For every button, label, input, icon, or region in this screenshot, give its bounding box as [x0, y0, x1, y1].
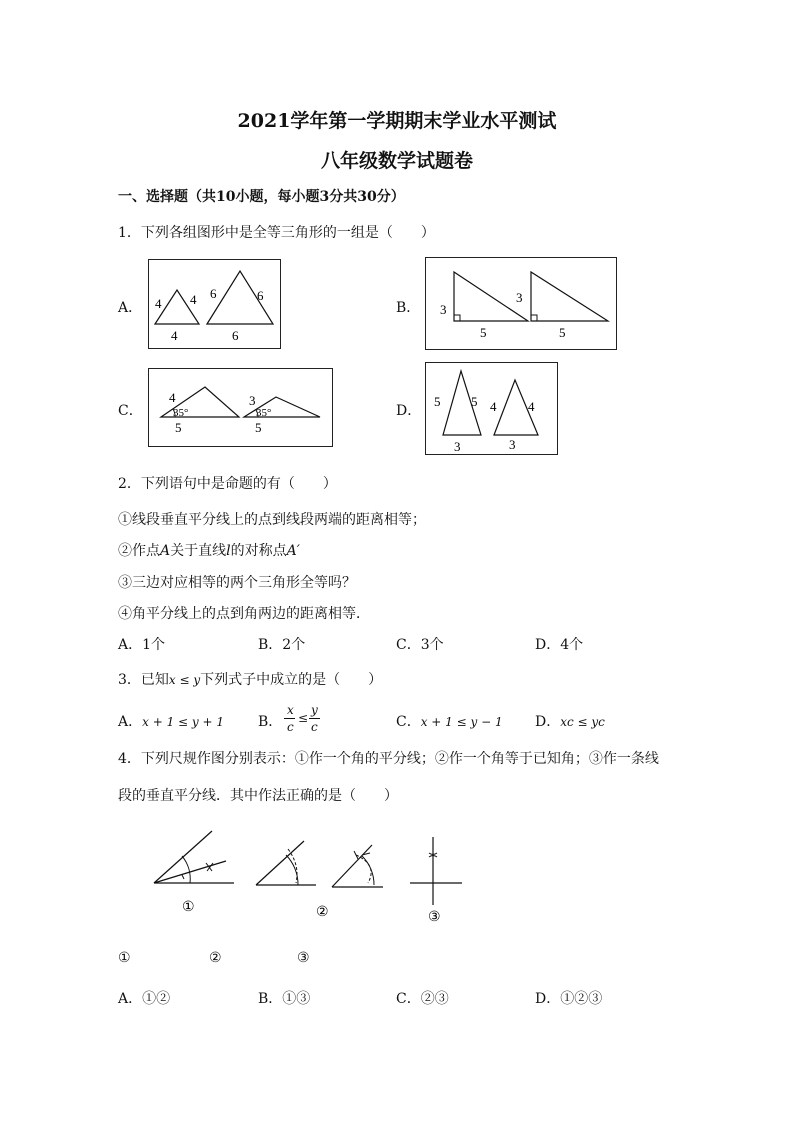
- fraction-denominator: c: [287, 720, 294, 734]
- side-label: 4: [155, 296, 162, 311]
- page-subtitle: 八年级数学试题卷: [320, 150, 473, 172]
- side-label: 4: [528, 399, 535, 414]
- q3-stem-math: x ≤ y: [168, 673, 201, 687]
- q1-figure-c-svg: [149, 369, 334, 448]
- q3-option-c-expr: x + 1 ≤ y − 1: [420, 715, 503, 729]
- figure-label: ②: [316, 905, 329, 920]
- section-heading: 一、选择题（共10小题，每小题3分共30分）: [118, 189, 405, 205]
- q2-stem: 2．下列语句中是命题的有（ ）: [118, 476, 337, 492]
- q3-option-d-label: D．: [535, 714, 561, 730]
- right-triangle-2: [531, 272, 608, 321]
- q4-option-c[interactable]: C．②③: [396, 991, 449, 1007]
- q1-option-d-label[interactable]: D．: [396, 403, 422, 419]
- q2-s2-line: l: [226, 543, 231, 559]
- side-label: 6: [210, 286, 217, 301]
- q2-option-a[interactable]: A．1个: [118, 637, 166, 653]
- q3-option-d-expr: xc ≤ yc: [560, 715, 605, 729]
- figure-copy-angle: [256, 841, 316, 885]
- less-equal-sign: ≤: [298, 711, 309, 725]
- side-label: 4: [190, 292, 197, 307]
- q2-option-d[interactable]: D．4个: [535, 637, 584, 653]
- side-label: 3: [516, 290, 523, 305]
- side-label: 4: [171, 328, 178, 343]
- q3-option-b-fraction-expr: [284, 703, 324, 737]
- q3-stem: [118, 669, 382, 689]
- q1-option-c-label[interactable]: C．: [118, 403, 143, 419]
- side-label: 5: [471, 394, 478, 409]
- right-angle-mark: [531, 315, 537, 321]
- side-label: 3: [249, 393, 256, 408]
- q4-option-b[interactable]: B．①③: [258, 991, 311, 1007]
- q4-construction-figures: [140, 825, 480, 930]
- side-label: 5: [434, 394, 441, 409]
- q3-option-d[interactable]: [535, 711, 605, 731]
- figure-angle-bisector: [154, 831, 234, 883]
- q3-option-a-expr: x + 1 ≤ y + 1: [142, 715, 224, 729]
- fraction-bar: [309, 718, 320, 719]
- fraction-numerator: x: [287, 703, 294, 717]
- figure-label: ①: [182, 900, 195, 915]
- q3-option-a[interactable]: [118, 711, 224, 731]
- q1-figure-b-svg: [426, 258, 618, 351]
- q1-option-b-label[interactable]: B．: [396, 300, 421, 316]
- q2-option-b[interactable]: B．2个: [258, 637, 306, 653]
- q3-option-c[interactable]: [396, 711, 503, 731]
- q1-figure-b: [425, 257, 617, 350]
- side-label: 5: [175, 420, 182, 435]
- side-label: 6: [232, 328, 239, 343]
- q4-option-a[interactable]: A．①②: [118, 991, 171, 1007]
- q2-statement-3: ③三边对应相等的两个三角形全等吗？: [118, 575, 356, 591]
- q2-s2-pre: ②作点: [118, 543, 160, 559]
- right-angle-mark: [454, 315, 460, 321]
- side-label: 3: [509, 437, 516, 452]
- side-label: 3: [454, 439, 461, 454]
- q3-option-b-label: B．: [258, 714, 283, 730]
- q1-figure-c: [148, 368, 333, 447]
- angle-label: 35°: [173, 407, 189, 419]
- q1-figure-a: [148, 259, 281, 349]
- figure-label: ③: [428, 910, 441, 925]
- q4-answer-mark-2: ②: [209, 950, 222, 966]
- q4-stem-line2: 段的垂直平分线．其中作法正确的是（ ）: [118, 788, 398, 804]
- side-label: 3: [440, 302, 447, 317]
- q4-answer-mark-1: ①: [118, 950, 131, 966]
- q2-statement-2: [118, 540, 300, 560]
- q2-statement-1: ①线段垂直平分线上的点到线段两端的距离相等；: [118, 512, 426, 528]
- q2-s2-point: A: [160, 543, 171, 559]
- q1-figure-a-svg: [149, 260, 282, 350]
- q4-option-d[interactable]: D．①②③: [535, 991, 603, 1007]
- fraction-denominator: c: [311, 720, 318, 734]
- figure-copy-angle-2: [332, 845, 383, 887]
- page-title: 2021学年第一学期期末学业水平测试: [237, 110, 557, 132]
- q1-option-a-label[interactable]: A．: [118, 300, 143, 316]
- q2-s2-mid: 关于直线: [170, 543, 227, 559]
- side-label: 4: [490, 399, 497, 414]
- angle-label: 35°: [256, 407, 272, 419]
- side-label: 4: [169, 390, 176, 405]
- q2-s2-post: 的对称点: [230, 543, 287, 559]
- q3-option-b[interactable]: [258, 711, 282, 731]
- side-label: 5: [480, 325, 487, 340]
- side-label: 5: [559, 325, 566, 340]
- q1-figure-d-svg: [426, 363, 559, 456]
- q3-option-c-label: C．: [396, 714, 421, 730]
- side-label: 6: [257, 288, 264, 303]
- q1-figure-d: [425, 362, 558, 455]
- q4-answer-mark-3: ③: [297, 950, 310, 966]
- figure-perpendicular-bisector: [410, 837, 462, 905]
- q3-stem-pre: 3．已知: [118, 672, 169, 688]
- fraction-bar: [284, 718, 295, 719]
- q2-statement-4: ④角平分线上的点到角两边的距离相等．: [118, 606, 370, 622]
- q4-stem-line1: 4．下列尺规作图分别表示：①作一个角的平分线；②作一个角等于已知角；③作一条线: [118, 751, 659, 767]
- q3-stem-post: 下列式子中成立的是（ ）: [200, 672, 383, 688]
- side-label: 5: [255, 420, 262, 435]
- q3-option-a-label: A．: [118, 714, 143, 730]
- fraction-numerator: y: [311, 703, 318, 717]
- q2-option-c[interactable]: C．3个: [396, 637, 444, 653]
- q1-stem: 1．下列各组图形中是全等三角形的一组是（ ）: [118, 225, 435, 241]
- q2-s2-point-prime: A′: [286, 543, 300, 559]
